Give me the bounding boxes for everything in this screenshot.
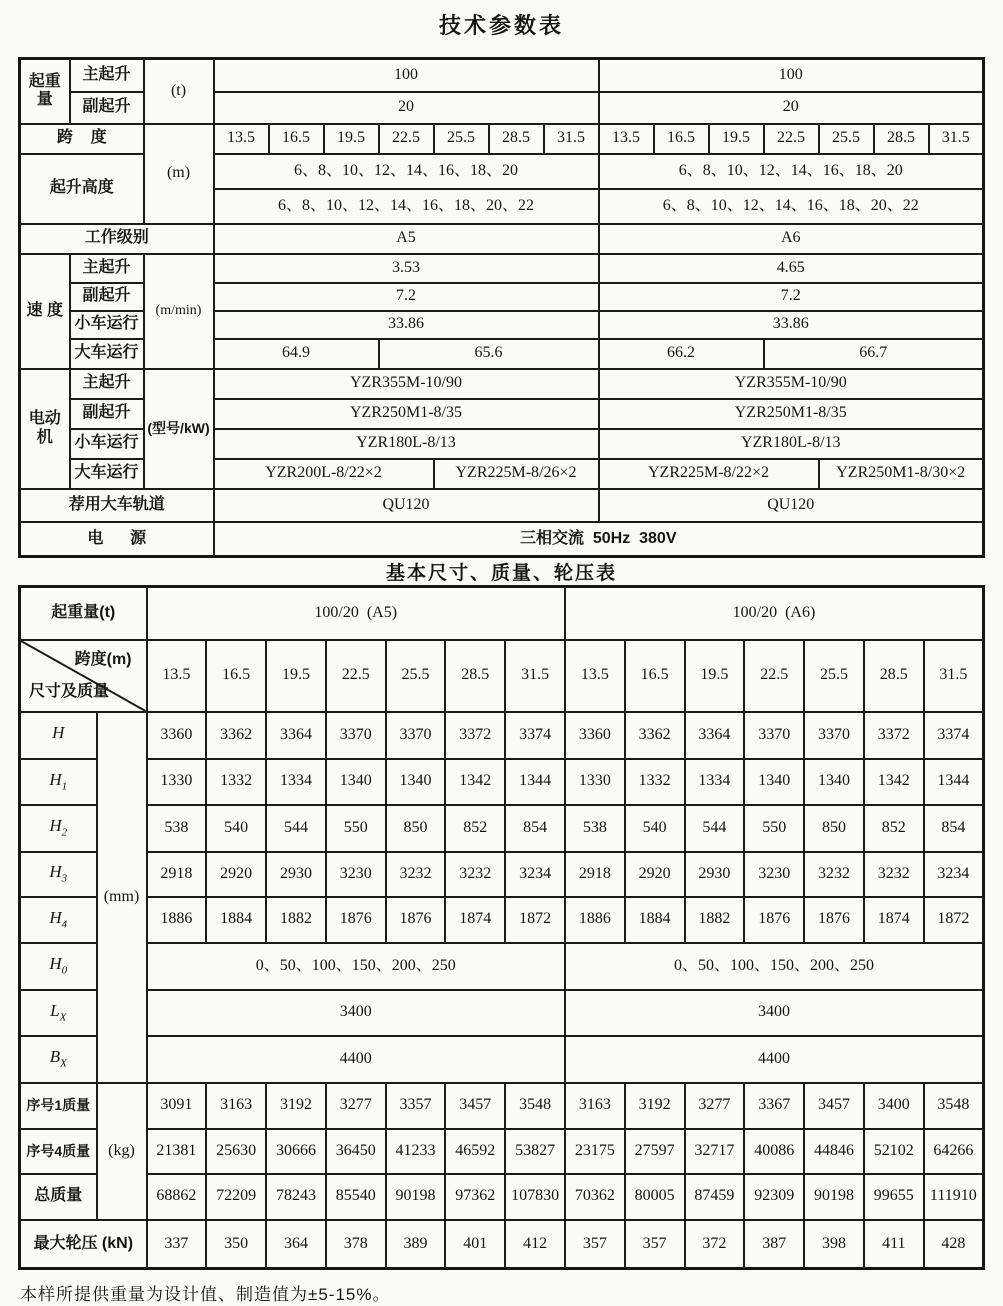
value-power-supply: 三相交流 50Hz 380V: [214, 522, 984, 557]
label-capacity: 起重量: [20, 59, 70, 124]
value-cell: YZR250M1-8/35: [599, 399, 984, 429]
value-cell: 19.5: [266, 640, 326, 712]
value-cell: 3360: [147, 712, 207, 759]
value-cell: 22.5: [379, 124, 434, 154]
value-cell: 538: [565, 805, 625, 852]
label-trolley-travel: 小车运行: [70, 311, 144, 339]
value-cell: 31.5: [929, 124, 984, 154]
unit-model-kw: (型号/kW): [144, 369, 214, 489]
value-cell: 3362: [625, 712, 685, 759]
value-cell: 90198: [804, 1174, 864, 1220]
value-cell: 3370: [804, 712, 864, 759]
value-cell: 3548: [924, 1083, 984, 1129]
value-cell: 2918: [565, 852, 625, 897]
value-cell: 540: [206, 805, 266, 852]
value-cell: 3400: [565, 990, 984, 1036]
value-cell: 70362: [565, 1174, 625, 1220]
value-cell: 68862: [147, 1174, 207, 1220]
value-cell: 3091: [147, 1083, 207, 1129]
value-cell: 538: [147, 805, 207, 852]
label-H0: $H_0$: [20, 943, 97, 990]
value-cell: 2920: [625, 852, 685, 897]
value-cell: 30666: [266, 1129, 326, 1174]
value-cell: 3230: [744, 852, 804, 897]
value-cell: 3230: [326, 852, 386, 897]
unit-m-min: (m/min): [144, 254, 214, 369]
value-cell: 1872: [924, 897, 984, 943]
value-cell: 6、8、10、12、14、16、18、20、22: [599, 189, 984, 224]
label-item4-mass: 序号4质量: [20, 1129, 97, 1174]
value-cell: 23175: [565, 1129, 625, 1174]
value-cell: 1340: [326, 759, 386, 805]
value-cell: 1884: [206, 897, 266, 943]
value-cell: 65.6: [379, 339, 599, 369]
value-cell: 3362: [206, 712, 266, 759]
value-cell: 19.5: [324, 124, 379, 154]
value-cell: 1344: [505, 759, 565, 805]
value-cell: 16.5: [269, 124, 324, 154]
value-cell: 364: [266, 1220, 326, 1269]
value-cell: 44846: [804, 1129, 864, 1174]
value-cell: 40086: [744, 1129, 804, 1174]
value-cell: 28.5: [864, 640, 924, 712]
value-cell: 3457: [804, 1083, 864, 1129]
value-cell: 52102: [864, 1129, 924, 1174]
value-cell: 97362: [445, 1174, 505, 1220]
label-main-hoist: 主起升: [70, 59, 144, 92]
value-cell: 850: [804, 805, 864, 852]
label-H3: $H_3$: [20, 852, 97, 897]
value-cell: 1882: [685, 897, 745, 943]
value-cell: 4400: [565, 1036, 984, 1083]
value-cell: 1334: [685, 759, 745, 805]
value-cell: 3372: [445, 712, 505, 759]
value-cell: 6、8、10、12、14、16、18、20: [214, 154, 599, 189]
value-cell: 3.53: [214, 254, 599, 283]
value-cell: 4.65: [599, 254, 984, 283]
label-main-hoist: 主起升: [70, 369, 144, 399]
value-cell: 19.5: [685, 640, 745, 712]
value-cell: 3234: [924, 852, 984, 897]
value-cell: 3370: [744, 712, 804, 759]
value-cell: 31.5: [505, 640, 565, 712]
label-H4: $H_4$: [20, 897, 97, 943]
value-cell: 36450: [326, 1129, 386, 1174]
value-cell: 1874: [864, 897, 924, 943]
value-cell: 28.5: [874, 124, 929, 154]
value-cell: 357: [625, 1220, 685, 1269]
value-cell: 99655: [864, 1174, 924, 1220]
value-cell: 32717: [685, 1129, 745, 1174]
value-cell: 20: [214, 92, 599, 124]
value-cell: YZR355M-10/90: [214, 369, 599, 399]
label-aux-hoist: 副起升: [70, 399, 144, 429]
value-cell: 22.5: [764, 124, 819, 154]
value-cell: YZR250M1-8/35: [214, 399, 599, 429]
value-cell: 0、50、100、150、200、250: [565, 943, 984, 990]
label-main-hoist: 主起升: [70, 254, 144, 283]
value-cell: 33.86: [599, 311, 984, 339]
label-aux-hoist: 副起升: [70, 283, 144, 311]
value-cell: 1876: [386, 897, 446, 943]
label-recommended-rail: 荐用大车轨道: [20, 489, 214, 522]
value-cell: 16.5: [625, 640, 685, 712]
value-cell: 80005: [625, 1174, 685, 1220]
table2-title: 基本尺寸、质量、轮压表: [385, 563, 617, 584]
value-cell: 398: [804, 1220, 864, 1269]
value-cell: 13.5: [214, 124, 269, 154]
value-cell: 7.2: [599, 283, 984, 311]
value-cell: YZR200L-8/22×2: [214, 459, 434, 489]
value-cell: 28.5: [445, 640, 505, 712]
value-cell: 33.86: [214, 311, 599, 339]
value-cell: 350: [206, 1220, 266, 1269]
value-cell: 1872: [505, 897, 565, 943]
value-cell: 852: [864, 805, 924, 852]
value-cell: 6、8、10、12、14、16、18、20、22: [214, 189, 599, 224]
value-cell: 544: [685, 805, 745, 852]
value-cell: 4400: [147, 1036, 565, 1083]
value-cell: 78243: [266, 1174, 326, 1220]
label-total-mass: 总质量: [20, 1174, 97, 1220]
label-H: H: [20, 712, 97, 759]
value-cell: QU120: [214, 489, 599, 522]
value-cell: 3232: [445, 852, 505, 897]
value-cell: 1342: [445, 759, 505, 805]
value-cell: 854: [924, 805, 984, 852]
value-cell: 540: [625, 805, 685, 852]
label-Bx: $B_X$: [20, 1036, 97, 1083]
unit-t: (t): [144, 59, 214, 124]
label-duty-class: 工作级别: [20, 224, 214, 254]
value-cell: 389: [386, 1220, 446, 1269]
value-cell: 7.2: [214, 283, 599, 311]
value-cell: 19.5: [709, 124, 764, 154]
value-cell: 3374: [505, 712, 565, 759]
value-cell: 25.5: [804, 640, 864, 712]
value-cell: 3367: [744, 1083, 804, 1129]
value-cell: 1332: [206, 759, 266, 805]
value-cell: 387: [744, 1220, 804, 1269]
value-cell: 1874: [445, 897, 505, 943]
value-cell: 3277: [685, 1083, 745, 1129]
value-cell: 550: [744, 805, 804, 852]
value-cell: 401: [445, 1220, 505, 1269]
value-cell: 1340: [744, 759, 804, 805]
value-cell: 1340: [386, 759, 446, 805]
value-cell: A5: [214, 224, 599, 254]
label-span: 跨 度: [20, 124, 144, 154]
value-cell: 2920: [206, 852, 266, 897]
value-cell: 41233: [386, 1129, 446, 1174]
value-cell: 1330: [147, 759, 207, 805]
value-cell: 3232: [804, 852, 864, 897]
value-cell: 16.5: [654, 124, 709, 154]
value-cell: 6、8、10、12、14、16、18、20: [599, 154, 984, 189]
value-cell: 1344: [924, 759, 984, 805]
value-cell: 107830: [505, 1174, 565, 1220]
value-cell: 3192: [625, 1083, 685, 1129]
label-H1: $H_1$: [20, 759, 97, 805]
value-cell: 3163: [565, 1083, 625, 1129]
value-cell: 3360: [565, 712, 625, 759]
technical-parameters-table: [18, 57, 985, 558]
value-cell: 3372: [864, 712, 924, 759]
value-cell: 46592: [445, 1129, 505, 1174]
label-motor: 电动机: [20, 369, 70, 489]
value-cell: 87459: [685, 1174, 745, 1220]
value-cell: 852: [445, 805, 505, 852]
value-cell: 13.5: [599, 124, 654, 154]
value-cell: 412: [505, 1220, 565, 1269]
value-cell: 1876: [804, 897, 864, 943]
value-cell: 64266: [924, 1129, 984, 1174]
value-cell: 544: [266, 805, 326, 852]
value-cell: 1876: [326, 897, 386, 943]
value-cell: 1340: [804, 759, 864, 805]
value-cell: 3374: [924, 712, 984, 759]
label-crane-travel: 大车运行: [70, 459, 144, 489]
footnote: 本样所提供重量为设计值、制造值为±5-15%。: [20, 1285, 391, 1304]
group-header-a5: 100/20 (A5): [147, 587, 565, 640]
value-cell: 1332: [625, 759, 685, 805]
value-cell: 25.5: [819, 124, 874, 154]
unit-kg: (kg): [97, 1083, 147, 1220]
value-cell: 92309: [744, 1174, 804, 1220]
value-cell: 550: [326, 805, 386, 852]
label-speed: 速 度: [20, 254, 70, 369]
diagonal-header-cell: [20, 640, 147, 712]
value-cell: 27597: [625, 1129, 685, 1174]
value-cell: 1342: [864, 759, 924, 805]
label-trolley-travel: 小车运行: [70, 429, 144, 459]
value-cell: YZR225M-8/22×2: [599, 459, 819, 489]
value-cell: 20: [599, 92, 984, 124]
value-cell: 13.5: [565, 640, 625, 712]
value-cell: 3357: [386, 1083, 446, 1129]
value-cell: 25630: [206, 1129, 266, 1174]
value-cell: 3234: [505, 852, 565, 897]
value-cell: YZR225M-8/26×2: [434, 459, 599, 489]
value-cell: 16.5: [206, 640, 266, 712]
table1-title: 技术参数表: [438, 13, 564, 38]
value-cell: 53827: [505, 1129, 565, 1174]
value-cell: 64.9: [214, 339, 379, 369]
label-Lx: $L_X$: [20, 990, 97, 1036]
value-cell: 3400: [864, 1083, 924, 1129]
value-cell: 3232: [864, 852, 924, 897]
value-cell: YZR180L-8/13: [214, 429, 599, 459]
value-cell: 1886: [565, 897, 625, 943]
value-cell: A6: [599, 224, 984, 254]
value-cell: 3364: [685, 712, 745, 759]
value-cell: 3548: [505, 1083, 565, 1129]
value-cell: 31.5: [544, 124, 599, 154]
value-cell: YZR250M1-8/30×2: [819, 459, 984, 489]
value-cell: 1882: [266, 897, 326, 943]
value-cell: 3400: [147, 990, 565, 1036]
value-cell: 3457: [445, 1083, 505, 1129]
value-cell: 72209: [206, 1174, 266, 1220]
value-cell: YZR180L-8/13: [599, 429, 984, 459]
value-cell: 428: [924, 1220, 984, 1269]
value-cell: 66.2: [599, 339, 764, 369]
label-lift-height: 起升高度: [20, 154, 144, 224]
value-cell: 3277: [326, 1083, 386, 1129]
label-capacity-t: 起重量(t): [20, 587, 147, 640]
value-cell: 111910: [924, 1174, 984, 1220]
value-cell: 337: [147, 1220, 207, 1269]
unit-m: (m): [144, 124, 214, 224]
label-aux-hoist: 副起升: [70, 92, 144, 124]
value-cell: 100: [214, 59, 599, 92]
value-cell: QU120: [599, 489, 984, 522]
value-cell: 850: [386, 805, 446, 852]
value-cell: 1334: [266, 759, 326, 805]
value-cell: YZR355M-10/90: [599, 369, 984, 399]
value-cell: 411: [864, 1220, 924, 1269]
dimensions-mass-wheel-load-table: [18, 585, 985, 1270]
value-cell: 3370: [326, 712, 386, 759]
value-cell: 1886: [147, 897, 207, 943]
value-cell: 21381: [147, 1129, 207, 1174]
value-cell: 3370: [386, 712, 446, 759]
value-cell: 2918: [147, 852, 207, 897]
value-cell: 378: [326, 1220, 386, 1269]
value-cell: 3192: [266, 1083, 326, 1129]
value-cell: 854: [505, 805, 565, 852]
value-cell: 357: [565, 1220, 625, 1269]
label-item1-mass: 序号1质量: [20, 1083, 97, 1129]
value-cell: 22.5: [744, 640, 804, 712]
value-cell: 0、50、100、150、200、250: [147, 943, 565, 990]
value-cell: 2930: [266, 852, 326, 897]
diag-label-span-m: 跨度(m): [74, 650, 132, 668]
value-cell: 13.5: [147, 640, 207, 712]
value-cell: 66.7: [764, 339, 984, 369]
value-cell: 22.5: [326, 640, 386, 712]
value-cell: 1330: [565, 759, 625, 805]
value-cell: 28.5: [489, 124, 544, 154]
value-cell: 25.5: [434, 124, 489, 154]
value-cell: 1876: [744, 897, 804, 943]
value-cell: 3163: [206, 1083, 266, 1129]
value-cell: 31.5: [924, 640, 984, 712]
value-cell: 372: [685, 1220, 745, 1269]
unit-mm: (mm): [97, 712, 147, 1083]
label-power-supply: 电 源: [20, 522, 214, 557]
value-cell: 3232: [386, 852, 446, 897]
value-cell: 85540: [326, 1174, 386, 1220]
value-cell: 2930: [685, 852, 745, 897]
value-cell: 90198: [386, 1174, 446, 1220]
group-header-a6: 100/20 (A6): [565, 587, 984, 640]
label-H2: $H_2$: [20, 805, 97, 852]
label-max-wheel-load: 最大轮压 (kN): [20, 1220, 147, 1269]
label-crane-travel: 大车运行: [70, 339, 144, 369]
value-cell: 100: [599, 59, 984, 92]
diag-label-dims-mass: 尺寸及质量: [29, 683, 110, 701]
value-cell: 1884: [625, 897, 685, 943]
value-cell: 3364: [266, 712, 326, 759]
value-cell: 25.5: [386, 640, 446, 712]
